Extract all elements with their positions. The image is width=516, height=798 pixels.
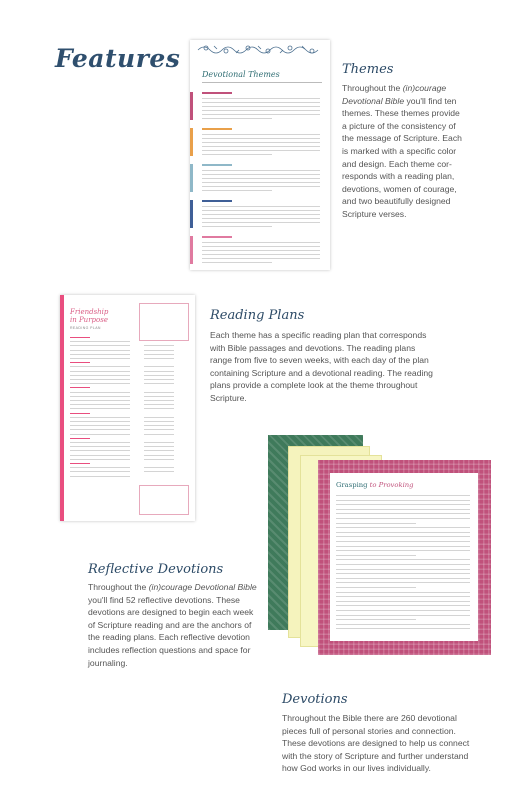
text-line	[202, 182, 320, 183]
plan-line-ref	[144, 455, 174, 456]
body-line: devotions, women of courage,	[342, 183, 457, 194]
plan-line-ref	[144, 471, 174, 472]
plan-line	[70, 434, 130, 435]
plan-line-ref	[144, 354, 174, 355]
devotion-text-line	[336, 500, 470, 501]
body-line: devotions are designed to begin each week	[88, 607, 254, 618]
theme-title-mark	[202, 236, 232, 238]
plan-line	[70, 404, 130, 405]
body-line: plans provide a complete look at the theme throughout	[210, 380, 418, 391]
text-line	[202, 138, 320, 139]
text-line	[202, 246, 320, 247]
theme-color-bar	[190, 236, 193, 264]
theme-color-bar	[190, 128, 193, 156]
plan-line-ref	[144, 421, 174, 422]
body-line: range from five to seven weeks, with each day of the plan	[210, 355, 429, 366]
text-line	[202, 242, 320, 243]
devotion-text-line	[336, 527, 470, 528]
plan-line-ref	[144, 442, 174, 443]
plan-line-ref	[144, 450, 174, 451]
devotion-text-line	[336, 578, 470, 579]
devotion-text-line	[336, 509, 470, 510]
body-line: Throughout the Bible there are 260 devotional	[282, 713, 457, 723]
plan-line-ref	[144, 417, 174, 418]
body-line: is marked with a specific color	[342, 145, 457, 156]
plan-line-ref	[144, 434, 174, 435]
devotion-text-line	[336, 605, 470, 606]
devotion-text-line	[336, 596, 470, 597]
plan-line	[70, 413, 90, 414]
body-line: includes reflection questions and space for	[88, 644, 251, 655]
plan-line	[70, 366, 130, 367]
devotion-text-line	[336, 532, 470, 533]
body-line: Throughout the (in)courage Devotional Bible	[88, 582, 257, 592]
text-line	[202, 98, 320, 99]
plan-line-ref	[144, 383, 174, 384]
plan-line	[70, 417, 130, 418]
plan-line-ref	[144, 366, 174, 367]
women-of-courage-box-bottom	[139, 485, 189, 515]
theme-title-mark	[202, 200, 232, 202]
plan-line-ref	[144, 396, 174, 397]
devotion-text-line	[336, 504, 470, 505]
plan-line	[70, 421, 130, 422]
plan-line	[70, 450, 130, 451]
plan-line	[70, 442, 130, 443]
devotion-preview-heading	[336, 481, 414, 489]
body-line: These devotions are designed to help us connect	[282, 738, 470, 749]
text-line	[202, 222, 320, 223]
text-line	[202, 262, 272, 263]
body-line: you'll find 52 reflective devotions. These	[88, 594, 240, 605]
devotion-text-line	[336, 628, 470, 629]
devotion-text-line	[336, 569, 470, 570]
text-line	[202, 206, 320, 207]
devotion-text-line	[336, 541, 470, 542]
body-line: and design. Each theme cor-	[342, 158, 452, 169]
body-line: pieces full of personal stories and connection.	[282, 725, 456, 736]
text-line	[202, 218, 320, 219]
theme-title-mark	[202, 92, 232, 94]
devotion-text-line	[336, 564, 470, 565]
body-line: themes. These themes provide	[342, 108, 460, 119]
body-line: journaling.	[88, 657, 128, 668]
plan-line	[70, 467, 130, 468]
plan-line	[70, 350, 130, 351]
text-line	[202, 102, 320, 103]
devotion-text-line	[336, 624, 470, 625]
body-line: how God works in our lives individually.	[282, 763, 431, 774]
devotion-heading-accent: to Provoking	[369, 481, 414, 489]
devotion-text-line	[336, 550, 470, 551]
devotion-text-line	[336, 587, 416, 588]
plan-line	[70, 425, 130, 426]
devotion-text-line	[336, 610, 470, 611]
themes-title: Themes	[342, 62, 394, 77]
themes-preview-heading: Devotional Themes	[202, 70, 280, 79]
reading-plan-preview-subtitle: READING PLAN	[70, 326, 101, 330]
devotion-text-line	[336, 555, 416, 556]
text-line	[202, 258, 320, 259]
text-line	[202, 110, 320, 111]
floral-border-icon	[196, 42, 324, 56]
plan-line	[70, 387, 90, 388]
plan-line	[70, 455, 130, 456]
text-line	[202, 174, 320, 175]
text-line	[202, 226, 272, 227]
body-line: the reading plans. Each reflective devotion	[88, 632, 250, 643]
divider	[202, 82, 322, 83]
theme-color-bar	[190, 200, 193, 228]
text-line	[202, 154, 272, 155]
devotion-text-line	[336, 582, 470, 583]
reading-plans-body	[210, 329, 510, 405]
plan-line	[70, 375, 130, 376]
plan-line-ref	[144, 379, 174, 380]
plan-line-ref	[144, 345, 174, 346]
devotion-text-line	[336, 518, 470, 519]
plan-line-ref	[144, 429, 174, 430]
plan-line	[70, 354, 130, 355]
text-line	[202, 210, 320, 211]
plan-line	[70, 471, 130, 472]
theme-title-mark	[202, 164, 232, 166]
text-line	[202, 254, 320, 255]
body-line: Scripture.	[210, 392, 247, 403]
body-line: with the story of Scripture and further understand	[282, 750, 469, 761]
plan-line-ref	[144, 446, 174, 447]
themes-preview-page	[190, 40, 330, 270]
text-line	[202, 214, 320, 215]
devotion-text-line	[336, 615, 470, 616]
plan-line-ref	[144, 350, 174, 351]
color-edge	[60, 295, 64, 521]
body-line: a picture of the consistency of	[342, 120, 456, 131]
plan-line	[70, 345, 130, 346]
text-line	[202, 250, 320, 251]
plan-line	[70, 463, 90, 464]
devotions-title: Devotions	[282, 692, 348, 707]
theme-color-bar	[190, 164, 193, 192]
body-line: responds with a reading plan,	[342, 171, 455, 182]
body-line: the message of Scripture. Each	[342, 133, 462, 144]
plan-line	[70, 438, 90, 439]
plan-line	[70, 396, 130, 397]
devotion-preview-content	[330, 473, 478, 641]
body-line: Scripture verses.	[342, 208, 407, 219]
plan-line-ref	[144, 358, 174, 359]
devotion-text-line	[336, 592, 470, 593]
devotions-body	[282, 712, 510, 775]
plan-line-ref	[144, 408, 174, 409]
plan-line	[70, 459, 130, 460]
plan-line	[70, 429, 130, 430]
page-title: Features	[55, 44, 181, 73]
devotion-text-line	[336, 573, 470, 574]
body-line: Throughout the (in)courage	[342, 83, 447, 93]
text-line	[202, 106, 320, 107]
reading-plan-preview-title: Friendship in Purpose	[70, 308, 109, 324]
text-line	[202, 134, 320, 135]
body-line: and two beautifully designed	[342, 196, 451, 207]
text-line	[202, 118, 272, 119]
plan-line-ref	[144, 392, 174, 393]
plan-line-ref	[144, 400, 174, 401]
plan-line-ref	[144, 467, 174, 468]
plan-line	[70, 476, 130, 477]
text-line	[202, 178, 320, 179]
devotion-text-line	[336, 559, 470, 560]
devotion-text-line	[336, 523, 416, 524]
plan-line-ref	[144, 404, 174, 405]
plan-line	[70, 358, 130, 359]
plan-line	[70, 341, 130, 342]
body-line: of Scripture reading and are the anchors of	[88, 619, 252, 630]
plan-line	[70, 408, 130, 409]
text-line	[202, 170, 320, 171]
devotion-heading-plain: Grasping	[336, 481, 368, 489]
text-line	[202, 190, 272, 191]
text-line	[202, 114, 320, 115]
text-line	[202, 186, 320, 187]
plan-line	[70, 379, 130, 380]
body-line: Devotional Bible you'll find ten	[342, 95, 457, 106]
body-line: containing Scripture and a devotional reading. The reading	[210, 367, 433, 378]
devotion-text-line	[336, 601, 470, 602]
devotion-text-line	[336, 536, 470, 537]
plan-line	[70, 446, 130, 447]
themes-body	[342, 82, 512, 221]
plan-line	[70, 400, 130, 401]
plan-line-ref	[144, 371, 174, 372]
theme-title-mark	[202, 128, 232, 130]
plan-line	[70, 383, 130, 384]
plan-line-ref	[144, 375, 174, 376]
reading-plan-preview-page	[60, 295, 195, 521]
reflective-devotions-body	[88, 581, 278, 669]
devotion-text-line	[336, 495, 470, 496]
plan-line-ref	[144, 459, 174, 460]
plan-line	[70, 392, 130, 393]
devotion-text-line	[336, 513, 470, 514]
plan-line	[70, 362, 90, 363]
reading-plans-title: Reading Plans	[210, 308, 305, 323]
theme-color-bar	[190, 92, 193, 120]
women-of-courage-box	[139, 303, 189, 341]
text-line	[202, 150, 320, 151]
body-line: with Bible passages and devotions. The reading plans	[210, 342, 416, 353]
body-line: Each theme has a specific reading plan that corresponds	[210, 330, 427, 340]
plan-line	[70, 371, 130, 372]
reflective-devotions-title: Reflective Devotions	[88, 562, 224, 577]
plan-line	[70, 337, 90, 338]
plan-line-ref	[144, 425, 174, 426]
devotion-text-line	[336, 619, 416, 620]
devotion-text-line	[336, 546, 470, 547]
text-line	[202, 142, 320, 143]
text-line	[202, 146, 320, 147]
